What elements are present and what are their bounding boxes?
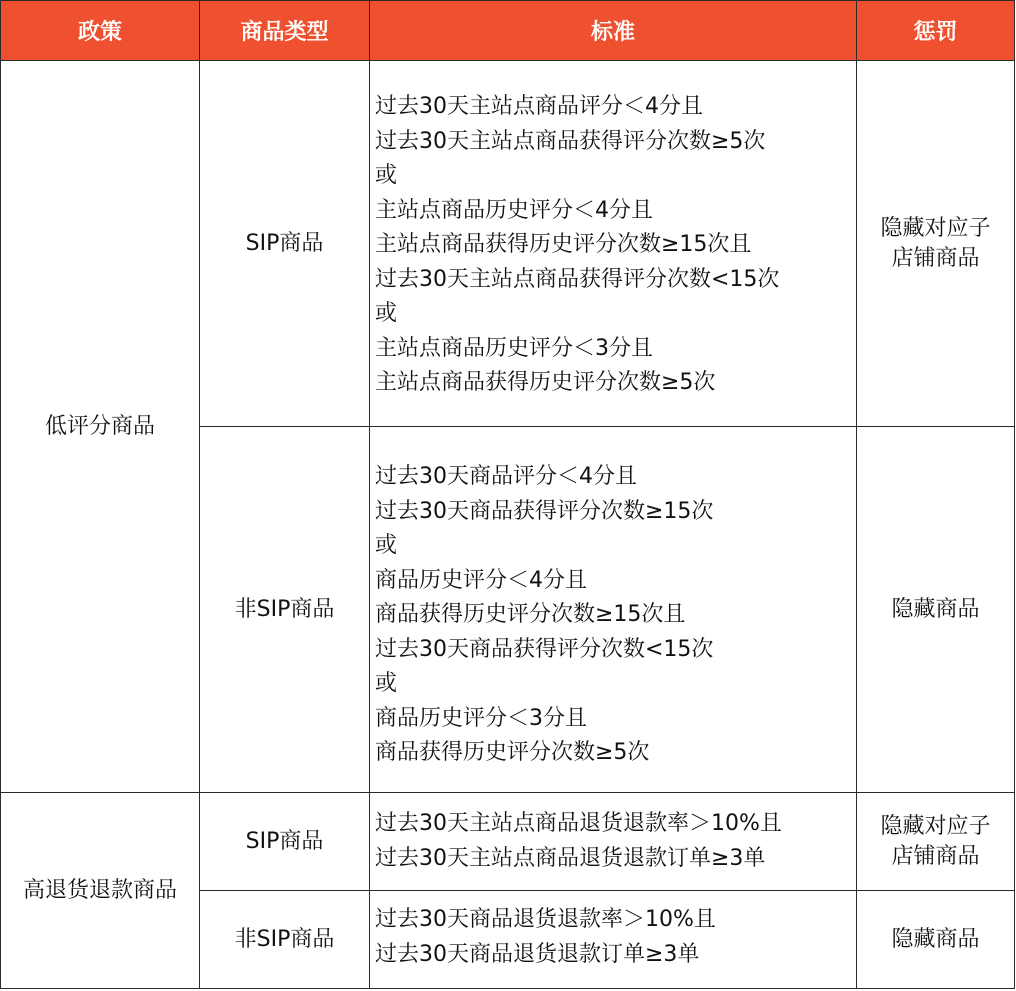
penalty-line: 隐藏对应子 [880,813,991,839]
header-policy: 政策 [1,1,200,61]
penalty-line: 隐藏对应子 [880,215,991,241]
penalty-cell [857,891,1015,989]
table-row [1,793,1015,891]
criteria-line: 主站点商品历史评分＜3分且 [375,335,653,361]
penalty-line: 店铺商品 [891,245,980,271]
criteria-line: 过去30天主站点商品退货退款订单≥3单 [375,845,766,871]
criteria-line: 过去30天商品获得评分次数≥15次 [375,498,714,524]
criteria-cell [370,793,857,891]
penalty-cell [857,427,1015,793]
product-type-cell: SIP商品 [200,61,370,427]
criteria-line: 商品获得历史评分次数≥5次 [375,740,650,765]
product-type-cell: SIP商品 [200,793,370,891]
table-row [1,61,1015,427]
penalty-cell [857,61,1015,427]
criteria-line: 过去30天商品评分＜4分且 [375,464,637,489]
product-type-cell: 非SIP商品 [200,427,370,793]
penalty-line: 隐藏商品 [891,596,980,622]
criteria-cell [370,427,857,793]
criteria-line: 过去30天商品退货退款率＞10%且 [375,907,716,932]
criteria-line: 或 [375,301,398,326]
policy-low-rating: 低评分商品 [1,61,200,793]
criteria-line: 过去30天主站点商品退货退款率＞10%且 [375,811,782,836]
penalty-line: 隐藏商品 [891,926,980,952]
criteria-line: 过去30天商品获得评分次数<15次 [375,636,714,662]
criteria-line: 商品获得历史评分次数≥15次且 [375,602,686,627]
criteria-line: 商品历史评分＜3分且 [375,705,587,731]
criteria-line: 过去30天商品退货退款订单≥3单 [375,941,700,967]
criteria-cell [370,61,857,427]
header-product-type: 商品类型 [200,1,370,61]
penalty-cell [857,793,1015,891]
criteria-line: 或 [375,533,398,558]
criteria-cell [370,891,857,989]
header-criteria: 标准 [370,1,857,61]
header-penalty: 惩罚 [857,1,1015,61]
criteria-line: 过去30天主站点商品获得评分次数<15次 [375,266,780,292]
criteria-line: 商品历史评分＜4分且 [375,567,587,593]
product-type-cell: 非SIP商品 [200,891,370,989]
criteria-line: 过去30天主站点商品获得评分次数≥5次 [375,128,766,154]
penalty-line: 店铺商品 [891,843,980,869]
criteria-line: 或 [375,671,398,696]
criteria-line: 或 [375,163,398,188]
criteria-line: 主站点商品获得历史评分次数≥15次且 [375,232,752,257]
policy-high-return: 高退货退款商品 [1,793,200,989]
header-row [1,1,1015,61]
criteria-line: 主站点商品历史评分＜4分且 [375,197,653,223]
criteria-line: 过去30天主站点商品评分＜4分且 [375,94,703,119]
criteria-line: 主站点商品获得历史评分次数≥5次 [375,370,716,395]
